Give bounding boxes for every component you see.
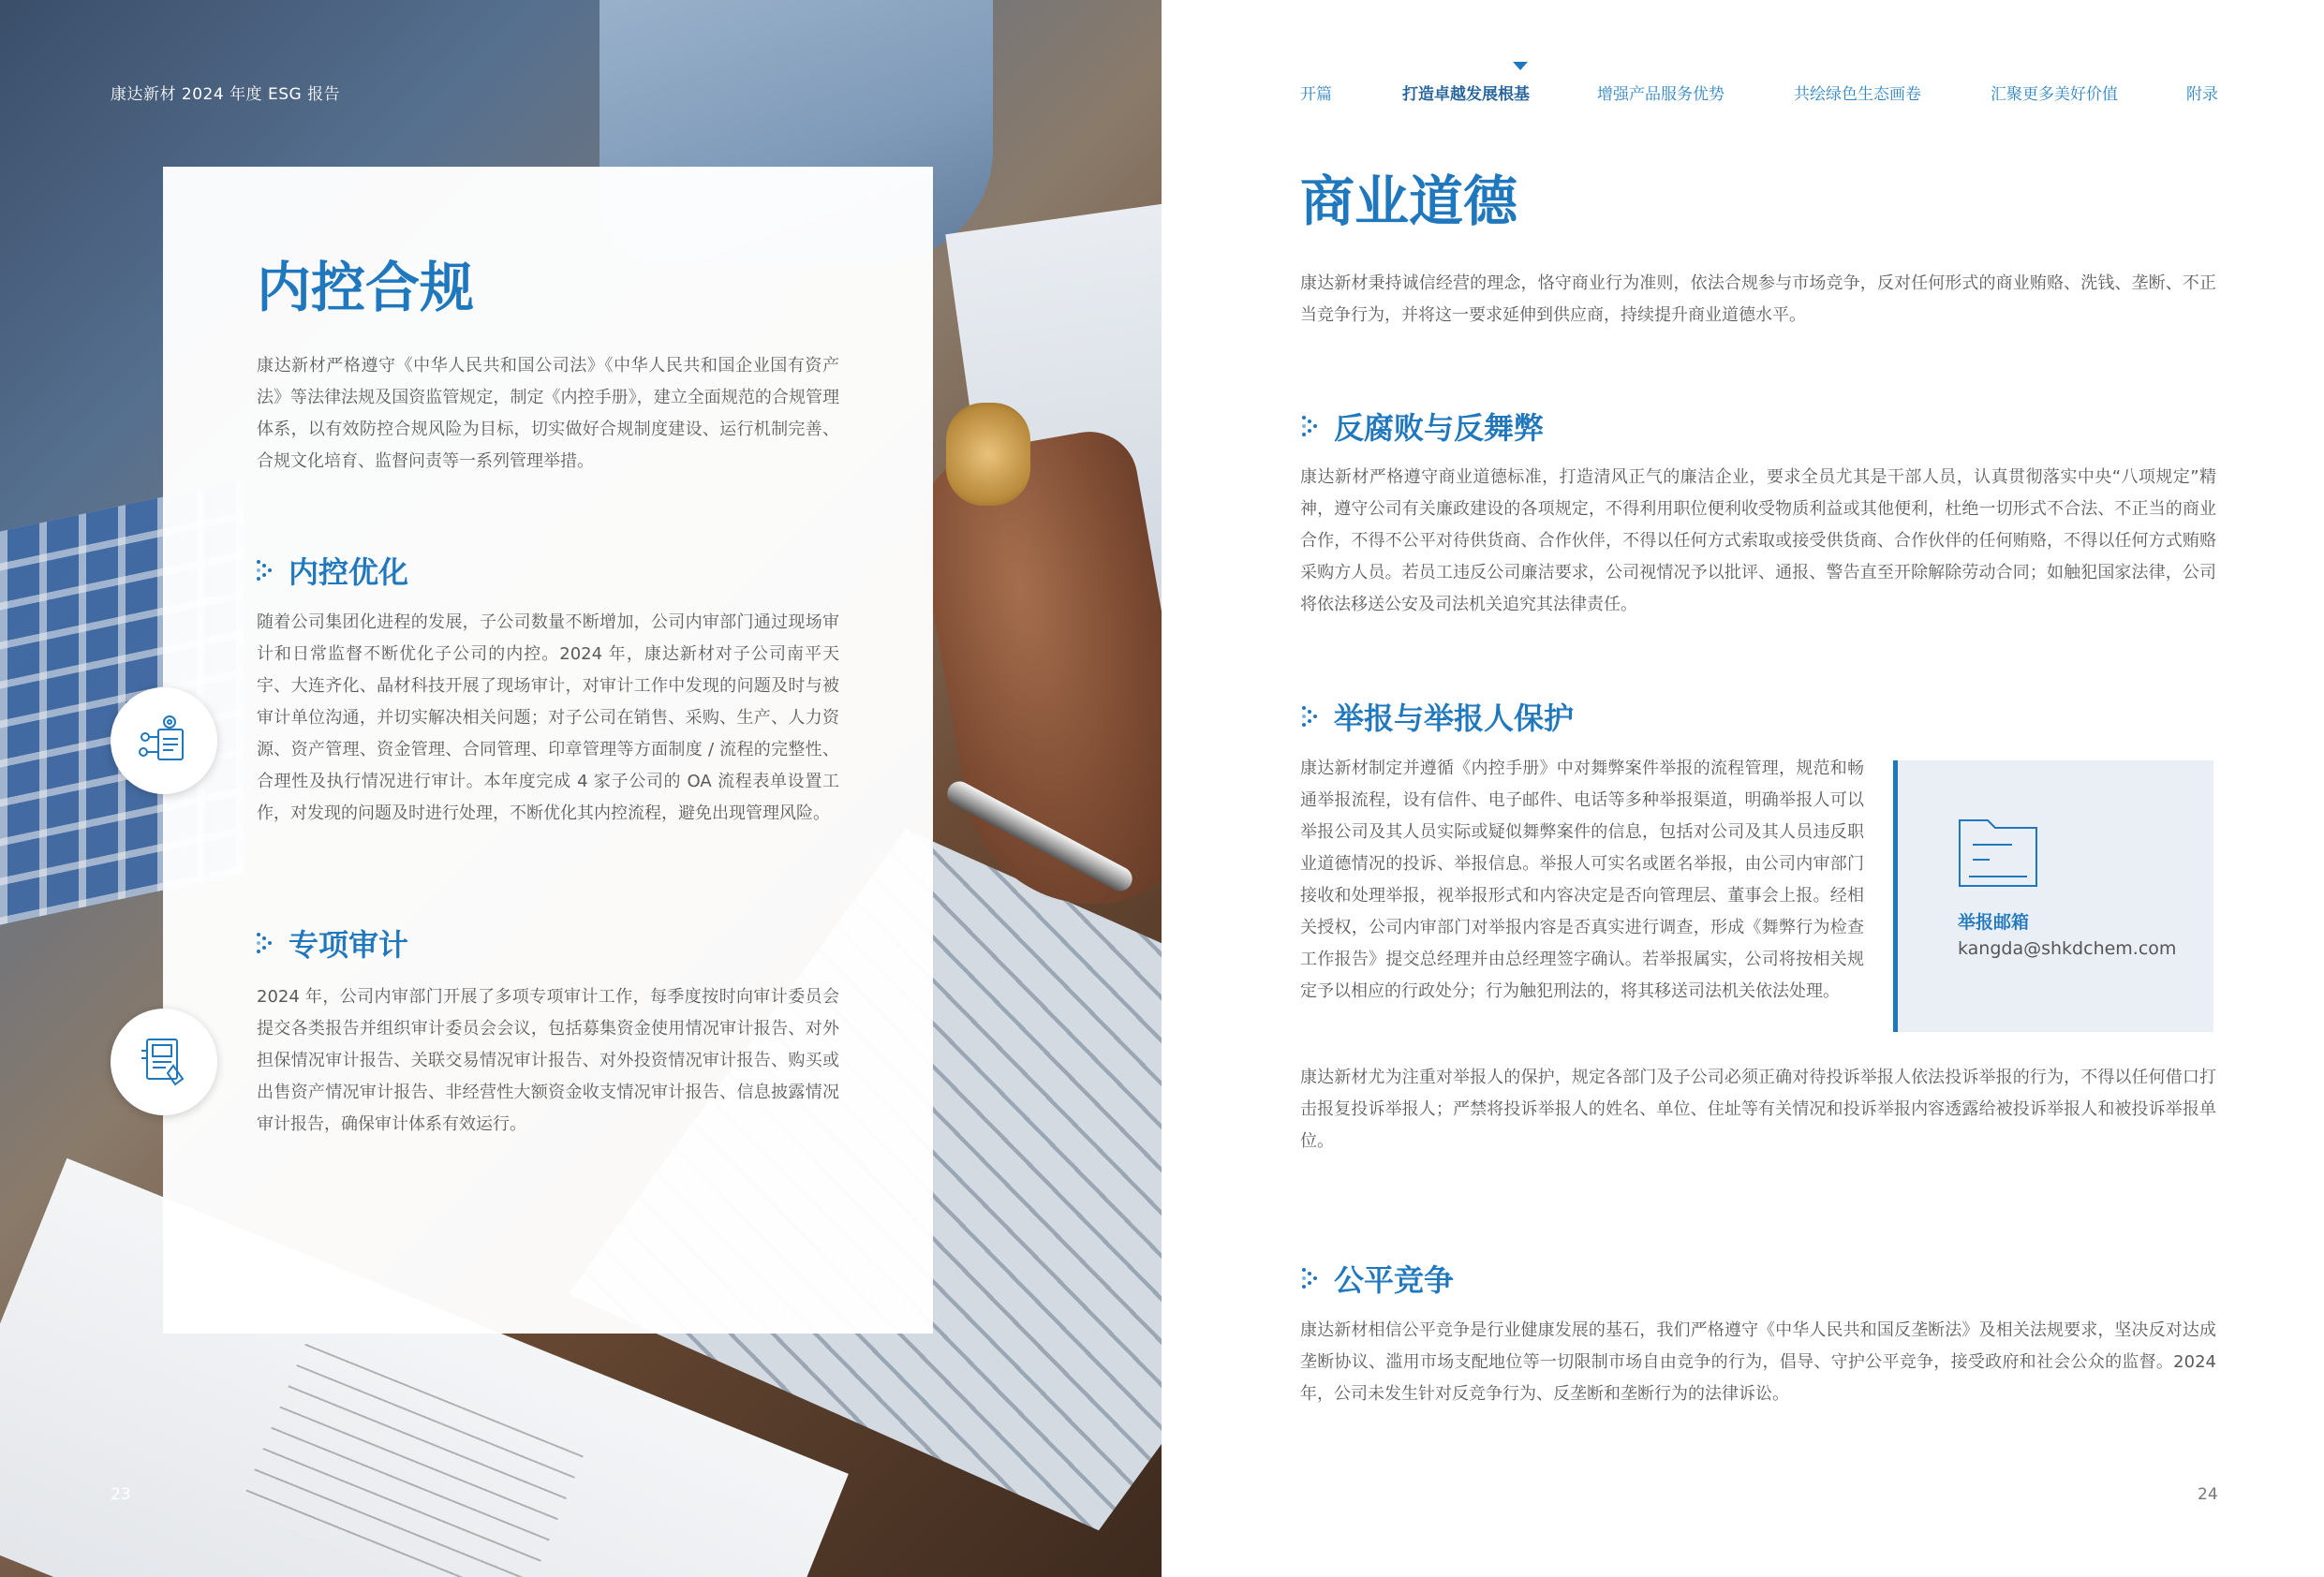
section-paragraph: 康达新材制定并遵循《内控手册》中对舞弊案件举报的流程管理，规范和畅通举报流程，设有信件、电子邮件、电话等多种举报渠道，明确举报人可以举报公司及其人员实际或疑似舞弊案件的信息，包括对公司及其人员违反职业道德情况的投诉、举报信息。举报人可实名或匿名举报，由公司内审部门接收和处理举报，视举报形式和内容决定是否向管理层、董事会上报。经相关授权，公司内审部门对举报内容是否真实进行调查，形成《舞弊行为检查工作报告》提交总经理并由总经理签字确认。若举报属实，公司将按相关规定予以相应的行政处分；行为触犯刑法的，将其移送司法机关依法处理。 — [1300, 759, 1864, 1001]
page-title: 内控合规 — [257, 256, 475, 319]
nav-item-appendix[interactable]: 附录 — [2186, 85, 2218, 104]
nav-item-green-ecology[interactable]: 共绘绿色生态画卷 — [1794, 85, 1921, 104]
section-heading-label: 内控优化 — [289, 554, 409, 590]
nav-item-value[interactable]: 汇聚更多美好价值 — [1991, 85, 2118, 104]
section-heading-anti-corruption — [1300, 405, 1544, 448]
gear-document-icon — [111, 687, 217, 794]
background-photo-watch — [946, 403, 1030, 506]
nav-item-product-service[interactable]: 增强产品服务优势 — [1597, 85, 1724, 104]
section-heading-label: 反腐败与反舞弊 — [1334, 410, 1545, 446]
section-paragraph: 康达新材尤为注重对举报人的保护，规定各部门及子公司必须正确对待投诉举报人依法投诉举报的行为，不得以任何借口打击报复投诉举报人；严禁将投诉举报人的姓名、单位、住址等有关情况和投诉举报内容透露给被投诉举报人和被投诉举报单位。 — [1300, 1068, 2216, 1151]
chevron-arrows-icon — [1300, 702, 1321, 730]
section-heading-label: 公平竞争 — [1334, 1262, 1455, 1298]
section-heading-label: 专项审计 — [289, 927, 409, 963]
folder-icon — [1956, 811, 2040, 890]
intro-paragraph: 康达新材严格遵守《中华人民共和国公司法》《中华人民共和国企业国有资产法》等法律法规及国资监管规定，制定《内控手册》，建立全面规范的合规管理体系，以有效防控合规风险为目标，切实做好合规制度建设、运行机制完善、合规文化培育、监督问责等一系列管理举措。 — [257, 356, 839, 471]
mailbox-label: 举报邮箱 — [1958, 912, 2030, 933]
audit-report-icon — [111, 1009, 217, 1115]
content-card — [163, 167, 933, 1334]
intro-paragraph: 康达新材秉持诚信经营的理念，恪守商业行为准则，依法合规参与市场竞争，反对任何形式的商业贿赂、洗钱、垄断、不正当竞争行为，并将这一要求延伸到供应商，持续提升商业道德水平。 — [1300, 273, 2216, 325]
chevron-arrows-icon — [255, 556, 275, 584]
mailbox-email-link[interactable]: kangda@shkdchem.com — [1958, 938, 2177, 959]
chevron-arrows-icon — [255, 929, 275, 957]
report-header: 康达新材 2024 年度 ESG 报告 — [111, 85, 341, 104]
section-paragraph: 康达新材严格遵守商业道德标准，打造清风正气的廉洁企业，要求全员尤其是干部人员，认真贯彻落实中央“八项规定”精神，遵守公司有关廉政建设的各项规定，不得利用职位便利收受物质利益或其他便利，杜绝一切形式不合法、不正当的商业合作，不得不公平对待供货商、合作伙伴，不得以任何方式索取或接受供货商、合作伙伴的任何贿赂，不得以任何方式贿赂采购方人员。若员工违反公司廉洁要求，公司视情况予以批评、通报、警告直至开除解除劳动合同；如触犯国家法律，公司将依法移送公安及司法机关追究其法律责任。 — [1300, 467, 2216, 614]
section-paragraph: 随着公司集团化进程的发展，子公司数量不断增加，公司内审部门通过现场审计和日常监督不断优化子公司的内控。2024 年，康达新材对子公司南平天宇、大连齐化、晶材科技开展了现场审计，对审计工作中发现的问题及时与被审计单位沟通，并切实解决相关问题；对子公司在销售、采购、生产、人力资源、资产管理、资金管理、合同管理、印章管理等方面制度 / 流程的完整性、合理性及执行情况进行审计。本年度完成 4 家子公司的 OA 流程表单设置工作，对发现的问题及时进行处理，不断优化其内控流程，避免出现管理风险。 — [257, 612, 839, 823]
right-page — [1162, 0, 2324, 1577]
nav-item-foundation[interactable]: 打造卓越发展根基 — [1402, 85, 1530, 104]
section-heading-special-audit — [255, 921, 408, 965]
chevron-arrows-icon — [1300, 412, 1321, 440]
page-number: 23 — [111, 1485, 131, 1504]
section-paragraph: 康达新材相信公平竞争是行业健康发展的基石，我们严格遵守《中华人民共和国反垄断法》及相关法规要求，坚决反对达成垄断协议、滥用市场支配地位等一切限制市场自由竞争的行为，倡导、守护公平竞争，接受政府和社会公众的监督。2024 年，公司未发生针对反竞争行为、反垄断和垄断行为的法律诉讼。 — [1300, 1320, 2216, 1404]
section-paragraph: 2024 年，公司内审部门开展了多项专项审计工作，每季度按时向审计委员会提交各类报告并组织审计委员会会议，包括募集资金使用情况审计报告、对外担保情况审计报告、关联交易情况审计报告、对外投资情况审计报告、购买或出售资产情况审计报告、非经营性大额资金收支情况审计报告、信息披露情况审计报告，确保审计体系有效运行。 — [257, 987, 839, 1134]
section-heading-label: 举报与举报人保护 — [1334, 700, 1575, 736]
nav-item-opening[interactable]: 开篇 — [1300, 85, 1332, 104]
page-title: 商业道德 — [1300, 169, 1518, 233]
page-number: 24 — [2198, 1485, 2218, 1504]
report-mailbox-box — [1893, 760, 2213, 1032]
active-tab-marker-icon — [1513, 62, 1528, 70]
section-heading-internal-control — [255, 549, 408, 592]
section-heading-fair-competition — [1300, 1257, 1454, 1300]
chevron-arrows-icon — [1300, 1264, 1321, 1292]
section-heading-whistleblower — [1300, 695, 1574, 738]
